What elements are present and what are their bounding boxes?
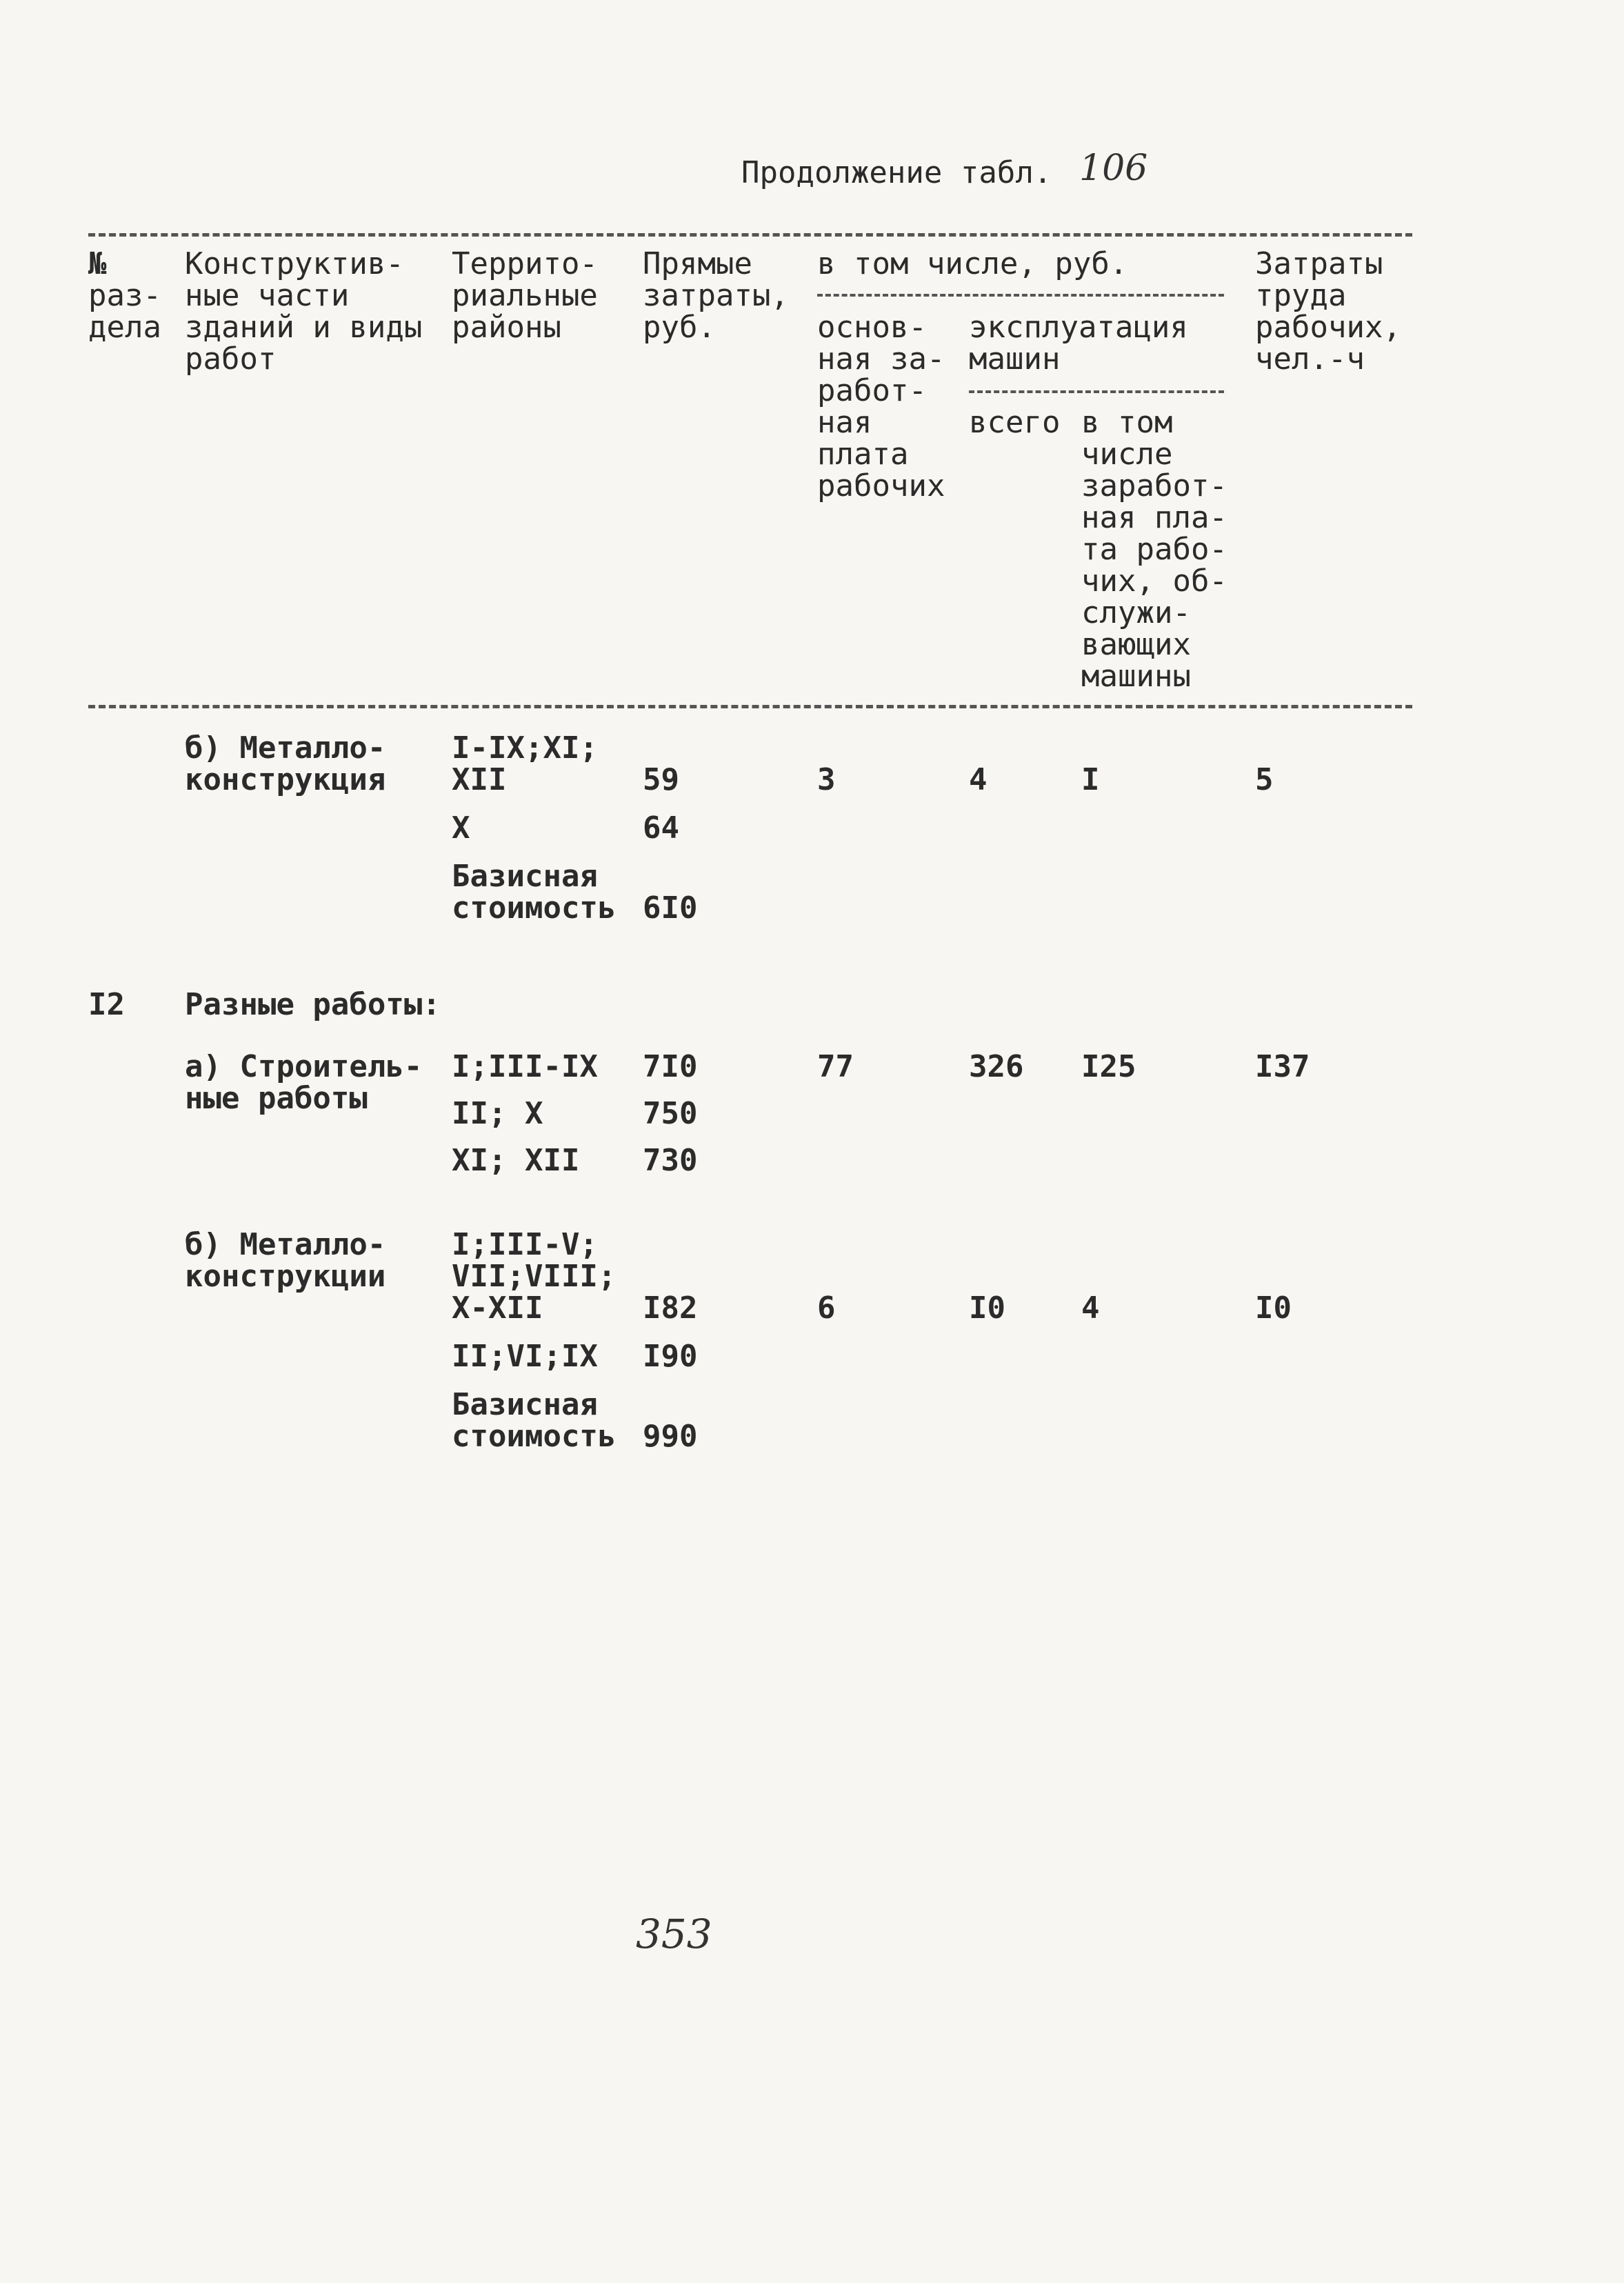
- col-header-parts-4: работ: [185, 341, 277, 377]
- row3-name-1: б) Металло-: [185, 1227, 386, 1262]
- col-header-regions-2: риальные: [452, 278, 598, 313]
- col-header-expl-1: эксплуатация: [969, 310, 1188, 345]
- col-header-inclwage-9: машины: [1081, 659, 1191, 694]
- row3-direct2: I90: [643, 1339, 698, 1374]
- row2-expl-total: 326: [969, 1049, 1024, 1084]
- col-header-expl-2: машин: [969, 341, 1061, 377]
- col-header-labor-2: труда: [1255, 278, 1347, 313]
- row1-region2: X: [452, 810, 470, 846]
- row2-direct2: 750: [643, 1096, 698, 1131]
- row2-name-1: а) Строитель-: [185, 1049, 423, 1084]
- row1-name-2: конструкция: [185, 762, 386, 797]
- row2-region3: XI; XII: [452, 1143, 580, 1178]
- col-header-wage-3: работ-: [817, 373, 927, 408]
- section-title: Разные работы:: [185, 987, 441, 1022]
- row3-expl-incl: 4: [1081, 1290, 1100, 1326]
- row3-region2: II;VI;IX: [452, 1339, 598, 1374]
- col-header-direct-1: Прямые: [643, 246, 752, 281]
- col-header-labor-1: Затраты: [1255, 246, 1383, 281]
- col-header-wage-4: ная: [817, 405, 872, 440]
- incl-subrule: [817, 294, 1224, 297]
- row3-region1-1: I;III-V;: [452, 1227, 598, 1262]
- col-header-parts-2: ные части: [185, 278, 350, 313]
- row1-wage: 3: [817, 762, 836, 797]
- row2-region2: II; X: [452, 1096, 543, 1131]
- table-continuation-label: Продолжение табл.: [741, 155, 1052, 190]
- row3-region1-3: X-XII: [452, 1290, 543, 1326]
- col-header-inclwage-5: та рабо-: [1081, 532, 1227, 567]
- page-number: 353: [636, 1911, 712, 1957]
- col-header-labor-3: рабочих,: [1255, 310, 1401, 345]
- row2-name-2: ные работы: [185, 1081, 368, 1116]
- row1-base-label-2: стоимость: [452, 890, 616, 926]
- row1-region1-1: I-IX;XI;: [452, 730, 598, 766]
- table-header-rule: [88, 705, 1412, 708]
- row1-base-label-1: Базисная: [452, 859, 598, 894]
- col-header-num-1: №: [88, 246, 107, 281]
- row2-expl-incl: I25: [1081, 1049, 1136, 1084]
- col-header-direct-2: затраты,: [643, 278, 789, 313]
- col-header-direct-3: руб.: [643, 310, 716, 345]
- expl-subrule: [969, 390, 1224, 393]
- col-header-num-3: дела: [88, 310, 161, 345]
- col-header-regions-3: районы: [452, 310, 561, 345]
- col-header-inclwage-6: чих, об-: [1081, 564, 1227, 599]
- col-header-wage-1: основ-: [817, 310, 927, 345]
- row3-expl-total: I0: [969, 1290, 1005, 1326]
- col-header-inclwage-2: числе: [1081, 437, 1173, 472]
- col-header-inclwage-7: служи-: [1081, 595, 1191, 630]
- row2-wage: 77: [817, 1049, 854, 1084]
- col-header-wage-2: ная за-: [817, 341, 945, 377]
- row2-labor: I37: [1255, 1049, 1310, 1084]
- row3-labor: I0: [1255, 1290, 1292, 1326]
- row3-direct1: I82: [643, 1290, 698, 1326]
- col-header-inclwage-3: заработ-: [1081, 468, 1227, 504]
- row1-expl-total: 4: [969, 762, 988, 797]
- row3-base-label-1: Базисная: [452, 1387, 598, 1422]
- row1-labor: 5: [1255, 762, 1274, 797]
- row1-name-1: б) Металло-: [185, 730, 386, 766]
- col-header-labor-4: чел.-ч: [1255, 341, 1365, 377]
- col-header-inclwage-8: вающих: [1081, 627, 1191, 662]
- col-header-parts-3: зданий и виды: [185, 310, 423, 345]
- row2-direct1: 7I0: [643, 1049, 698, 1084]
- col-header-wage-6: рабочих: [817, 468, 945, 504]
- section-number: I2: [88, 987, 125, 1022]
- col-header-num-2: раз-: [88, 278, 161, 313]
- row1-region1-2: XII: [452, 762, 507, 797]
- row1-direct1: 59: [643, 762, 679, 797]
- table-number: 106: [1079, 148, 1148, 189]
- row3-region1-2: VII;VIII;: [452, 1259, 616, 1294]
- row2-direct3: 730: [643, 1143, 698, 1178]
- row3-wage: 6: [817, 1290, 836, 1326]
- col-header-total: всего: [969, 405, 1061, 440]
- col-header-inclwage-4: ная пла-: [1081, 500, 1227, 535]
- row3-base-label-2: стоимость: [452, 1419, 616, 1454]
- table-top-rule: [88, 233, 1412, 237]
- col-header-incl: в том числе, руб.: [817, 246, 1128, 281]
- col-header-wage-5: плата: [817, 437, 909, 472]
- row1-base-value: 6I0: [643, 890, 698, 926]
- col-header-regions-1: Террито-: [452, 246, 598, 281]
- row1-direct2: 64: [643, 810, 679, 846]
- row3-base-value: 990: [643, 1419, 698, 1454]
- row1-expl-incl: I: [1081, 762, 1100, 797]
- row3-name-2: конструкции: [185, 1259, 386, 1294]
- col-header-parts-1: Конструктив-: [185, 246, 404, 281]
- col-header-inclwage-1: в том: [1081, 405, 1173, 440]
- row2-region1: I;III-IX: [452, 1049, 598, 1084]
